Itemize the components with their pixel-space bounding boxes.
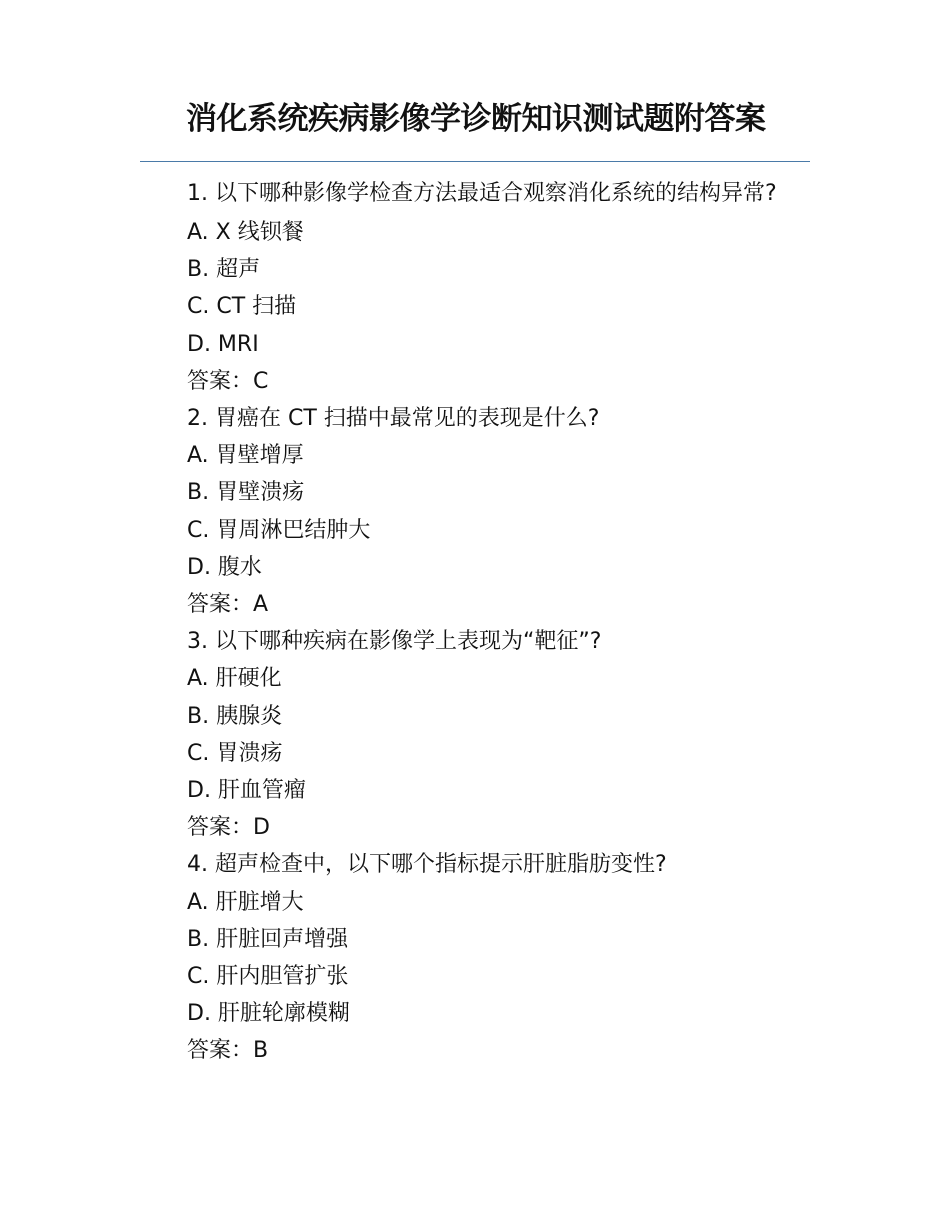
option-c: C. 肝内胆管扩张 xyxy=(187,964,349,990)
question-block xyxy=(140,400,812,623)
answer-line: 答案：C xyxy=(187,368,269,394)
option-b: B. 胰腺炎 xyxy=(187,703,283,729)
option-c: C. 胃周淋巴结肿大 xyxy=(187,517,371,543)
question-list xyxy=(140,178,812,1070)
option-c: C. 胃溃疡 xyxy=(187,740,283,766)
answer-line: 答案：A xyxy=(187,592,269,618)
option-a: A. 肝脏增大 xyxy=(187,889,304,915)
option-d: D. 肝血管瘤 xyxy=(187,778,306,804)
answer-line: 答案：D xyxy=(187,815,270,841)
option-d: D. 腹水 xyxy=(187,554,262,580)
question-stem: 4. 超声检查中，以下哪个指标提示肝脏脂肪变性? xyxy=(187,852,667,878)
option-a: A. X 线钡餐 xyxy=(187,220,304,245)
answer-line: 答案：B xyxy=(187,1038,269,1064)
question-stem: 1. 以下哪种影像学检查方法最适合观察消化系统的结构异常? xyxy=(187,181,777,206)
question-block xyxy=(140,180,812,400)
option-b: B. 肝脏回声增强 xyxy=(187,926,349,952)
option-c: C. CT 扫描 xyxy=(187,294,297,320)
option-d: D. MRI xyxy=(187,331,259,357)
question-stem: 3. 以下哪种疾病在影像学上表现为“靶征”? xyxy=(187,629,602,655)
option-b: B. 胃壁溃疡 xyxy=(187,480,305,506)
title-underline xyxy=(140,161,810,162)
question-stem: 2. 胃癌在 CT 扫描中最常见的表现是什么? xyxy=(187,406,600,432)
question-block xyxy=(140,623,812,846)
document-title: 消化系统疾病影像学诊断知识测试题附答案 xyxy=(186,101,766,137)
option-d: D. 肝脏轮廓模糊 xyxy=(187,1001,350,1027)
option-a: A. 肝硬化 xyxy=(187,666,282,692)
option-b: B. 超声 xyxy=(187,257,261,283)
option-a: A. 胃壁增厚 xyxy=(187,443,304,469)
question-block xyxy=(140,846,812,1069)
